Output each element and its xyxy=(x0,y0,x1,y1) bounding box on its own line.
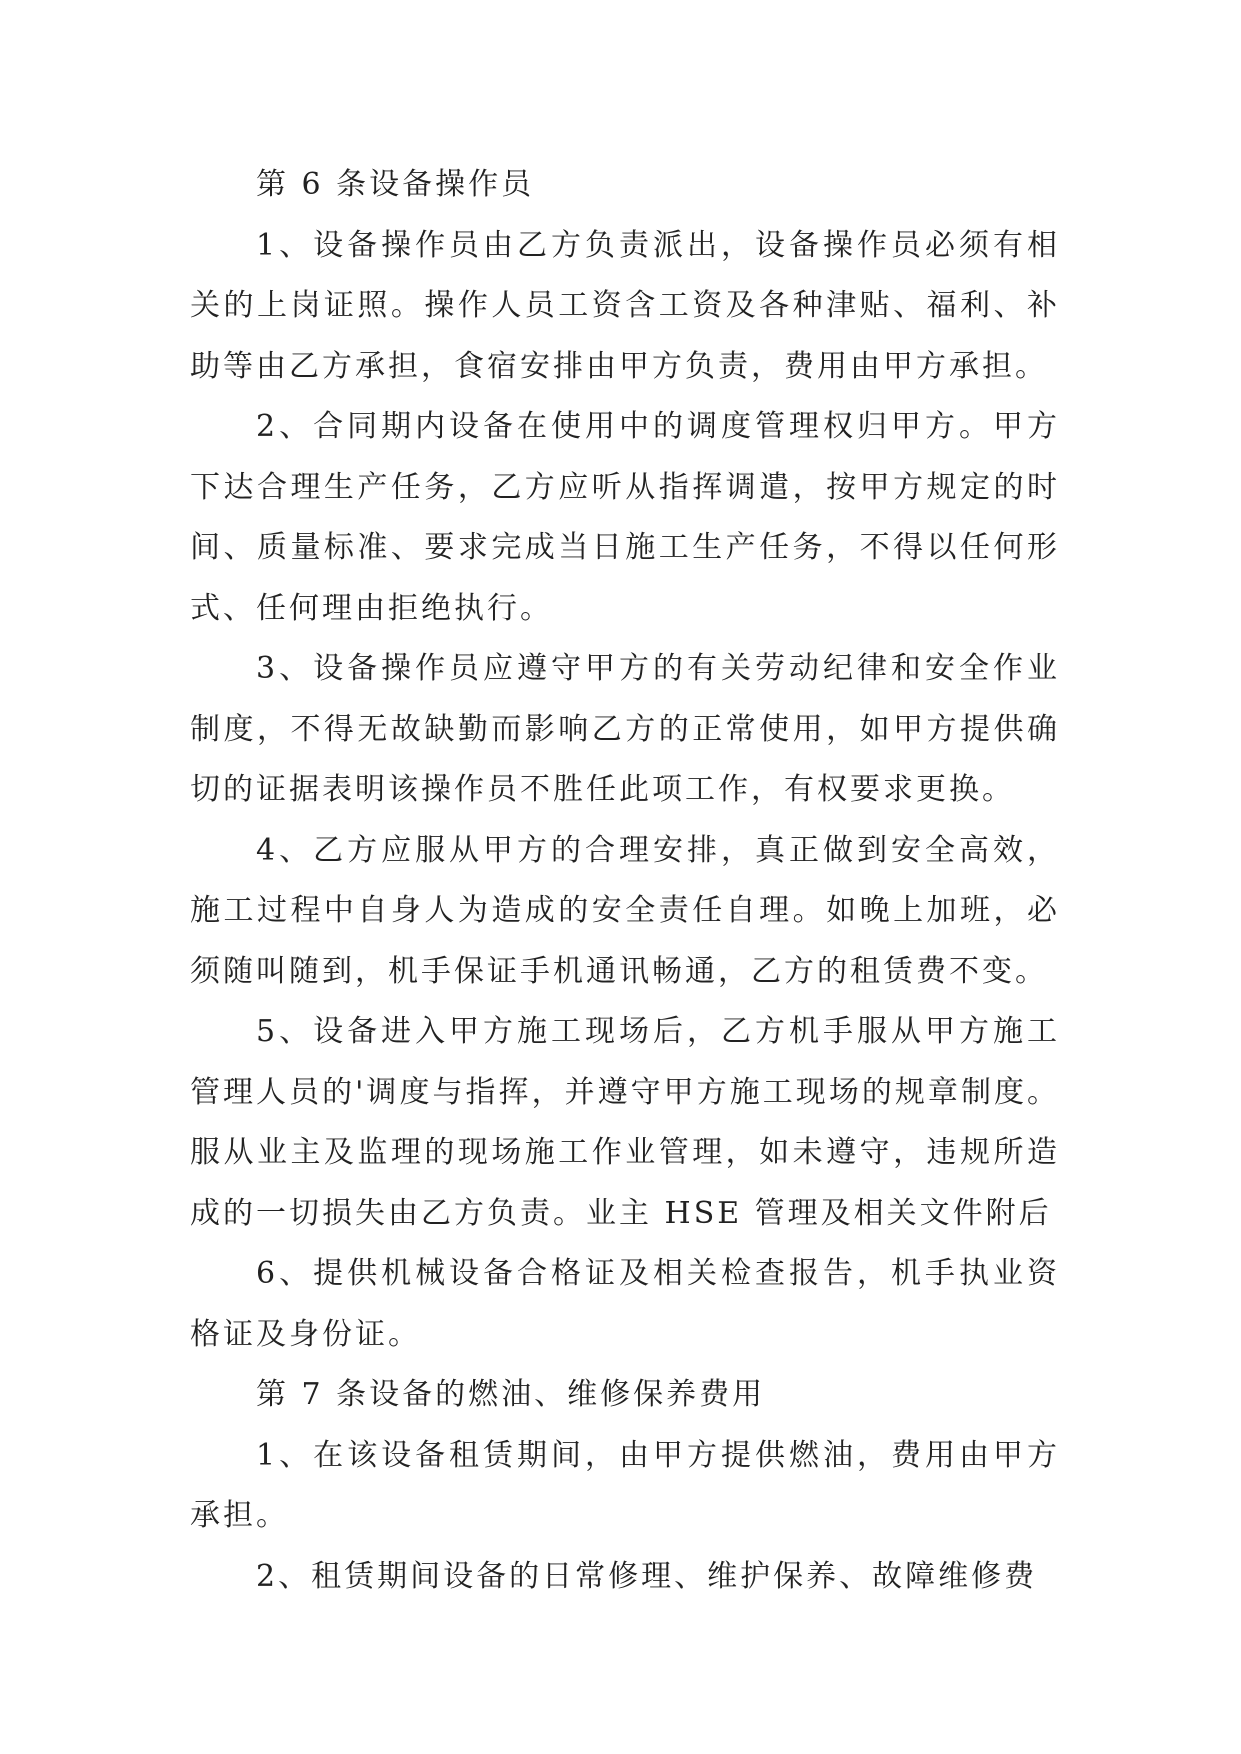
clause-paragraph: 1、设备操作员由乙方负责派出，设备操作员必须有相关的上岗证照。操作人员工资含工资及各种津贴、福利、补助等由乙方承担，食宿安排由甲方负责，费用由甲方承担。 xyxy=(190,227,1060,384)
clause-paragraph: 2、合同期内设备在使用中的调度管理权归甲方。甲方下达合理生产任务，乙方应听从指挥调遣，按甲方规定的时间、质量标准、要求完成当日施工生产任务，不得以任何形式、任何理由拒绝执行。 xyxy=(190,409,1060,626)
document-body xyxy=(190,155,1060,1607)
section-heading-article-7: 第 7 条设备的燃油、维修保养费用 xyxy=(256,1377,766,1412)
clause-paragraph: 3、设备操作员应遵守甲方的有关劳动纪律和安全作业制度，不得无故缺勤而影响乙方的正常使用，如甲方提供确切的证据表明该操作员不胜任此项工作，有权要求更换。 xyxy=(190,651,1060,807)
clause-paragraph: 4、乙方应服从甲方的合理安排，真正做到安全高效，施工过程中自身人为造成的安全责任自理。如晚上加班，必须随叫随到，机手保证手机通讯畅通，乙方的租赁费不变。 xyxy=(190,832,1060,989)
clause-paragraph: 5、设备进入甲方施工现场后，乙方机手服从甲方施工管理人员的'调度与指挥，并遵守甲方施工现场的规章制度。服从业主及监理的现场施工作业管理，如未遵守，违规所造成的一切损失由乙方负责。业主 HSE 管理及相关文件附后 xyxy=(190,1014,1060,1231)
clause-paragraph: 2、租赁期间设备的日常修理、维护保养、故障维修费 xyxy=(256,1558,1038,1594)
clause-paragraph: 6、提供机械设备合格证及相关检查报告，机手执业资格证及身份证。 xyxy=(190,1256,1060,1352)
clause-paragraph: 1、在该设备租赁期间，由甲方提供燃油，费用由甲方承担。 xyxy=(190,1437,1060,1533)
section-heading-article-6: 第 6 条设备操作员 xyxy=(256,167,535,202)
